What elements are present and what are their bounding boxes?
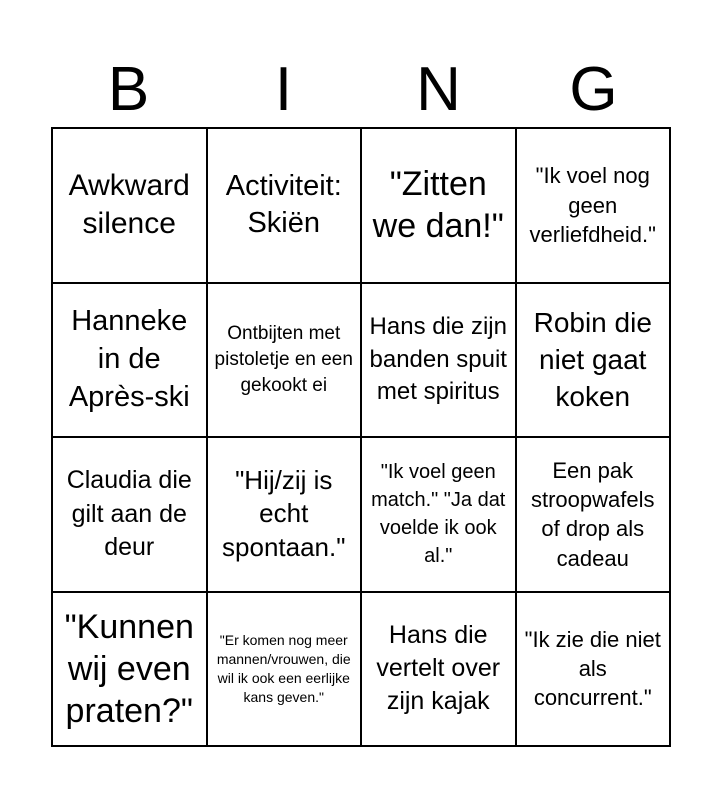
bingo-cell[interactable] [361, 592, 516, 747]
bingo-cell[interactable] [361, 437, 516, 592]
bingo-grid [51, 127, 671, 747]
bingo-cell[interactable] [52, 128, 207, 283]
cell-text: "Er komen nog meer mannen/vrouwen, die wil ik ook een eerlijke kans geven." [216, 631, 351, 705]
cell-text: Activiteit: Skiën [225, 169, 342, 240]
cell-text: "Hij/zij is echt spontaan." [222, 464, 346, 563]
bingo-cell[interactable] [207, 128, 362, 283]
header-letter-i: I [274, 55, 293, 124]
cell-text: Awkward silence [68, 169, 190, 241]
bingo-cell[interactable] [52, 437, 207, 592]
cell-text: Een pak stroopwafels of drop als cadeau [530, 457, 655, 571]
bingo-cell[interactable] [516, 437, 671, 592]
bingo-cell[interactable] [207, 283, 362, 438]
cell-text: Hans die zijn banden spuit met spiritus [369, 313, 507, 405]
header-letter-n: N [416, 55, 461, 124]
bingo-cell[interactable] [516, 128, 671, 283]
bingo-cell[interactable] [516, 592, 671, 747]
bingo-cell[interactable] [207, 437, 362, 592]
cell-text: Hans die vertelt over zijn kajak [376, 620, 501, 716]
header-letter-g: G [569, 55, 618, 124]
cell-text: "Zitten we dan!" [372, 165, 504, 246]
cell-text: Robin die niet gaat koken [533, 306, 652, 413]
cell-text: "Ik zie die niet als concurrent." [524, 626, 661, 711]
cell-text: "Ik voel nog geen verliefdheid." [529, 163, 656, 247]
bingo-cell[interactable] [361, 283, 516, 438]
bingo-cell[interactable] [207, 592, 362, 747]
cell-text: Hanneke in de Après-ski [68, 305, 190, 413]
header-letter-b: B [107, 55, 150, 124]
bingo-cell[interactable] [516, 283, 671, 438]
bingo-cell[interactable] [52, 283, 207, 438]
cell-text: "Ik voel geen match." "Ja dat voelde ik ook al." [371, 461, 506, 568]
bingo-header [51, 52, 671, 128]
bingo-cell[interactable] [52, 592, 207, 747]
cell-text: "Kunnen wij even praten?" [64, 607, 194, 730]
bingo-cell[interactable] [361, 128, 516, 283]
cell-text: Claudia die gilt aan de deur [66, 466, 192, 561]
cell-text: Ontbijten met pistoletje en een gekookt ei [214, 323, 353, 396]
